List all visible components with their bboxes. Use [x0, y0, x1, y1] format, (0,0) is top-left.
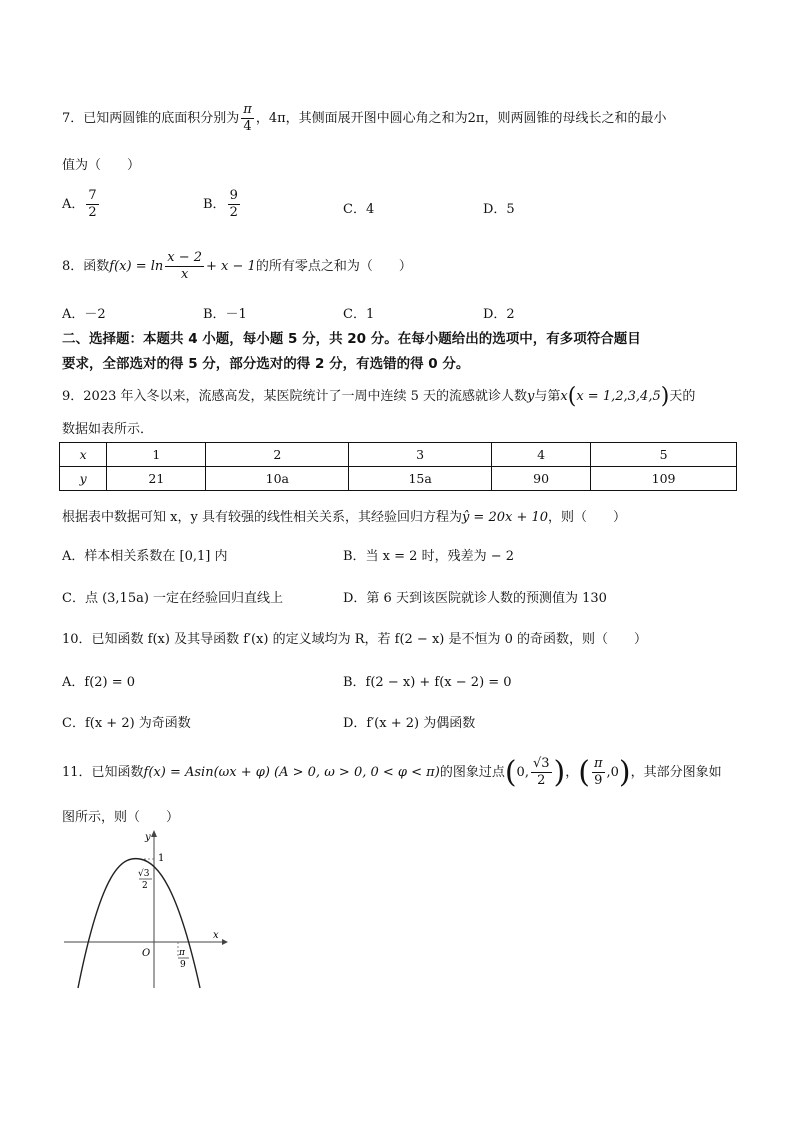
- q7-option-d[interactable]: D．5: [483, 202, 515, 217]
- q8-option-c[interactable]: C．1: [343, 307, 375, 322]
- section2-heading-line1: 二、选择题：本题共 4 小题，每小题 5 分，共 20 分。在每小题给出的选项中，有多项符合题目: [62, 331, 641, 347]
- q9-line2: 数据如表所示．: [62, 422, 154, 437]
- table-cell: 10a: [206, 467, 349, 491]
- q8-line1: 8．函数f(x) = ln $\frac{x - 2}{x}$ + x − 1的所有零点之和为（ ）: [62, 250, 412, 282]
- pi-numerator: π: [179, 948, 185, 958]
- pi-denominator: 9: [180, 960, 186, 970]
- table-cell: 90: [492, 467, 591, 491]
- q9-option-c[interactable]: C．点 (3,15a) 一定在经验回归直线上: [62, 591, 284, 606]
- table-cell: 21: [107, 467, 206, 491]
- x-axis-label: x: [213, 930, 219, 941]
- table-cell: 5: [591, 443, 737, 467]
- table-cell: y: [60, 467, 107, 491]
- q10-option-b[interactable]: B．f(2 − x) + f(x − 2) = 0: [343, 675, 512, 690]
- q11-line2: 图所示，则（ ）: [62, 810, 180, 825]
- q11-function-graph: [62, 828, 232, 993]
- q7-line2: 值为（ ）: [62, 158, 141, 173]
- origin-label: O: [142, 948, 151, 959]
- q9-option-a[interactable]: A．样本相关系数在 [0,1] 内: [62, 549, 228, 564]
- q10-option-c[interactable]: C．f(x + 2) 为奇函数: [62, 716, 191, 731]
- q10-option-d[interactable]: D．f′(x + 2) 为偶函数: [343, 716, 476, 731]
- y-axis-label: y: [145, 832, 151, 843]
- q9-option-d[interactable]: D．第 6 天到该医院就诊人数的预测值为 130: [343, 591, 607, 606]
- q9-option-b[interactable]: B．当 x = 2 时，残差为 − 2: [343, 549, 515, 564]
- table-cell: 15a: [349, 467, 492, 491]
- q8-option-d[interactable]: D．2: [483, 307, 515, 322]
- max-value-label: 1: [158, 853, 165, 864]
- q7-line1: 7．已知两圆锥的底面积分别为 $\frac{\pi}{4}$ ，4π，其侧面展开图中圆心角之和为2π，则两圆锥的母线长之和的最小: [62, 102, 667, 134]
- q7-fraction: $\frac{\pi}{4}$: [243, 102, 252, 134]
- x-axis-arrow-icon: [222, 939, 228, 945]
- sqrt3-denominator: 2: [142, 881, 148, 891]
- q11-point1-fraction: $\frac{√3}{2}$: [532, 756, 550, 788]
- table-cell: 109: [591, 467, 737, 491]
- y-axis-arrow-icon: [151, 830, 157, 837]
- q8-option-a[interactable]: A．－2: [62, 307, 106, 322]
- q11-line1: 11．已知函数f(x) = Asin(ωx + φ) (A > 0, ω > 0, 0 < φ < π)的图象过点(0, $\frac{√3}{2}$ )，( $\frac{\pi}{9}$ ,0)，其部分图象如: [62, 755, 722, 790]
- q7-option-c[interactable]: C．4: [343, 202, 375, 217]
- q9-stem: 根据表中数据可知 x，y 具有较强的线性相关关系，其经验回归方程为ŷ = 20x + 10，则（ ）: [62, 510, 627, 525]
- table-row: [60, 443, 737, 467]
- table-cell: 2: [206, 443, 349, 467]
- q9-line1: 9．2023 年入冬以来，流感高发，某医院统计了一周中连续 5 天的流感就诊人数y与第x(x = 1,2,3,4,5)天的: [62, 384, 696, 409]
- sqrt3-numerator: √3: [138, 869, 150, 879]
- q9-data-table: [59, 442, 737, 491]
- q8-option-b[interactable]: B．－1: [203, 307, 247, 322]
- table-cell: 1: [107, 443, 206, 467]
- section2-heading-line2: 要求，全部选对的得 5 分，部分选对的得 2 分，有选错的得 0 分。: [62, 356, 470, 372]
- q11-point2-fraction: $\frac{\pi}{9}$: [593, 756, 603, 788]
- q7-option-a[interactable]: A． $\frac{7}{2}$: [62, 188, 97, 220]
- q10-option-a[interactable]: A．f(2) = 0: [62, 675, 136, 690]
- q10-stem: 10．已知函数 f(x) 及其导函数 f′(x) 的定义域均为 R，若 f(2 − x) 是不恒为 0 的奇函数，则（ ）: [62, 632, 648, 647]
- table-cell: 4: [492, 443, 591, 467]
- table-cell: 3: [349, 443, 492, 467]
- table-row: [60, 467, 737, 491]
- table-cell: x: [60, 443, 107, 467]
- q8-fraction: $\frac{x - 2}{x}$: [167, 250, 203, 282]
- q7-option-b[interactable]: B． $\frac{9}{2}$: [203, 188, 238, 220]
